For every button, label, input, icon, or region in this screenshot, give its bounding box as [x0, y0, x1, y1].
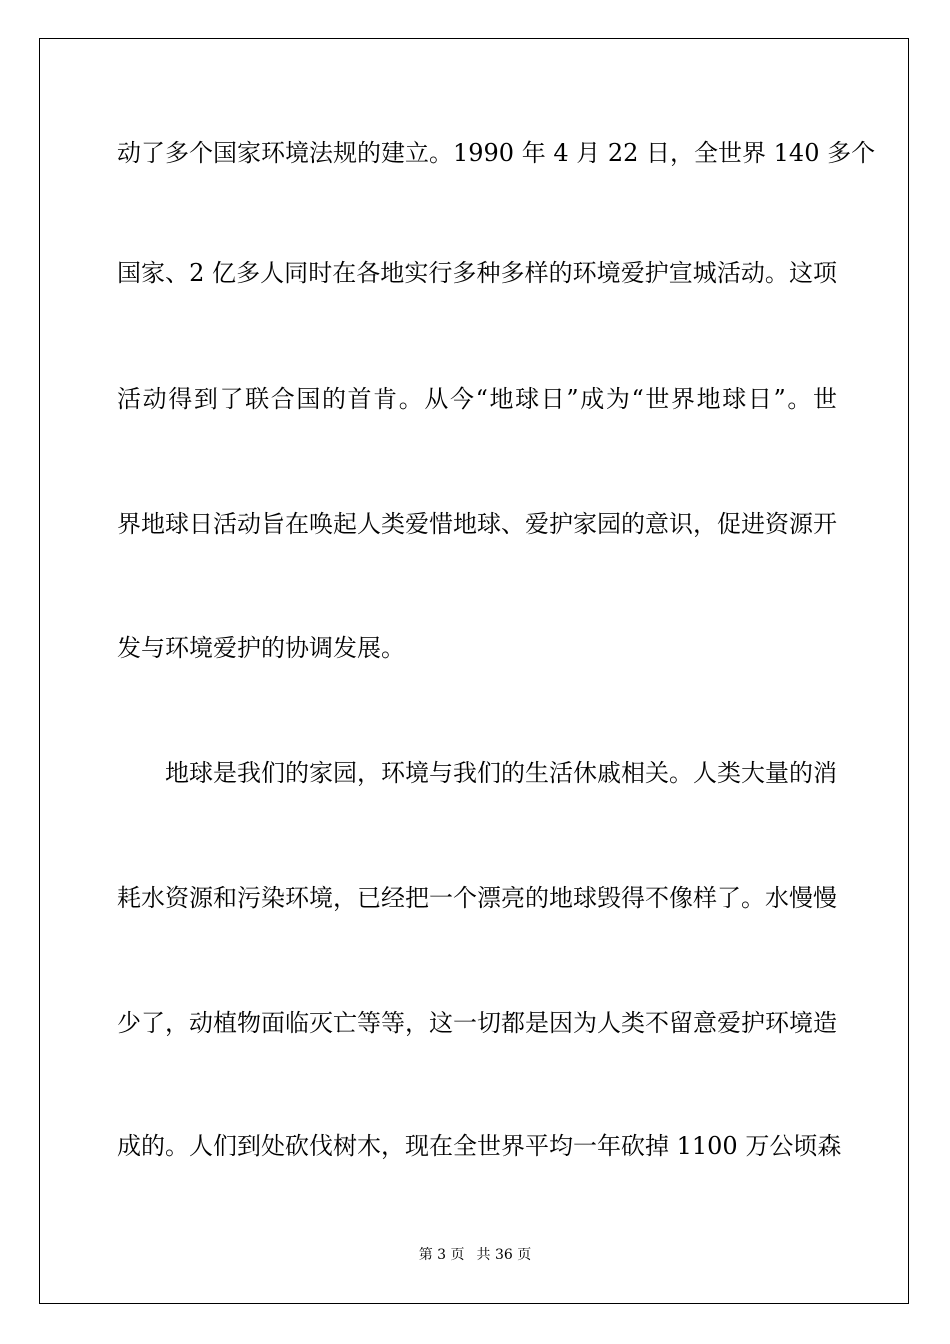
page-total: 共 36 页	[476, 1247, 532, 1263]
page-footer	[0, 1246, 950, 1264]
text-line-3: 活动得到了联合国的首肯。从今“地球日”成为“世界地球日”。世	[117, 385, 837, 413]
page-border	[39, 38, 909, 1304]
paragraph-2-first-line: 地球是我们的家园，环境与我们的生活休戚相关。人类大量的消	[165, 759, 837, 787]
page-number: 第 3 页	[418, 1247, 465, 1263]
text-line-8: 少了，动植物面临灭亡等等，这一切都是因为人类不留意爱护环境造	[117, 1009, 837, 1037]
text-line-5: 发与环境爱护的协调发展。	[117, 634, 405, 662]
text-line-1: 动了多个国家环境法规的建立。1990 年 4 月 22 日，全世界 140 多个	[117, 139, 876, 167]
text-line-9: 成的。人们到处砍伐树木，现在全世界平均一年砍掉 1100 万公顷森	[117, 1132, 842, 1160]
text-line-7: 耗水资源和污染环境，已经把一个漂亮的地球毁得不像样了。水慢慢	[117, 884, 837, 912]
text-line-4: 界地球日活动旨在唤起人类爱惜地球、爱护家园的意识，促进资源开	[117, 510, 837, 538]
text-line-2: 国家、2 亿多人同时在各地实行多种多样的环境爱护宣城活动。这项	[117, 259, 837, 287]
